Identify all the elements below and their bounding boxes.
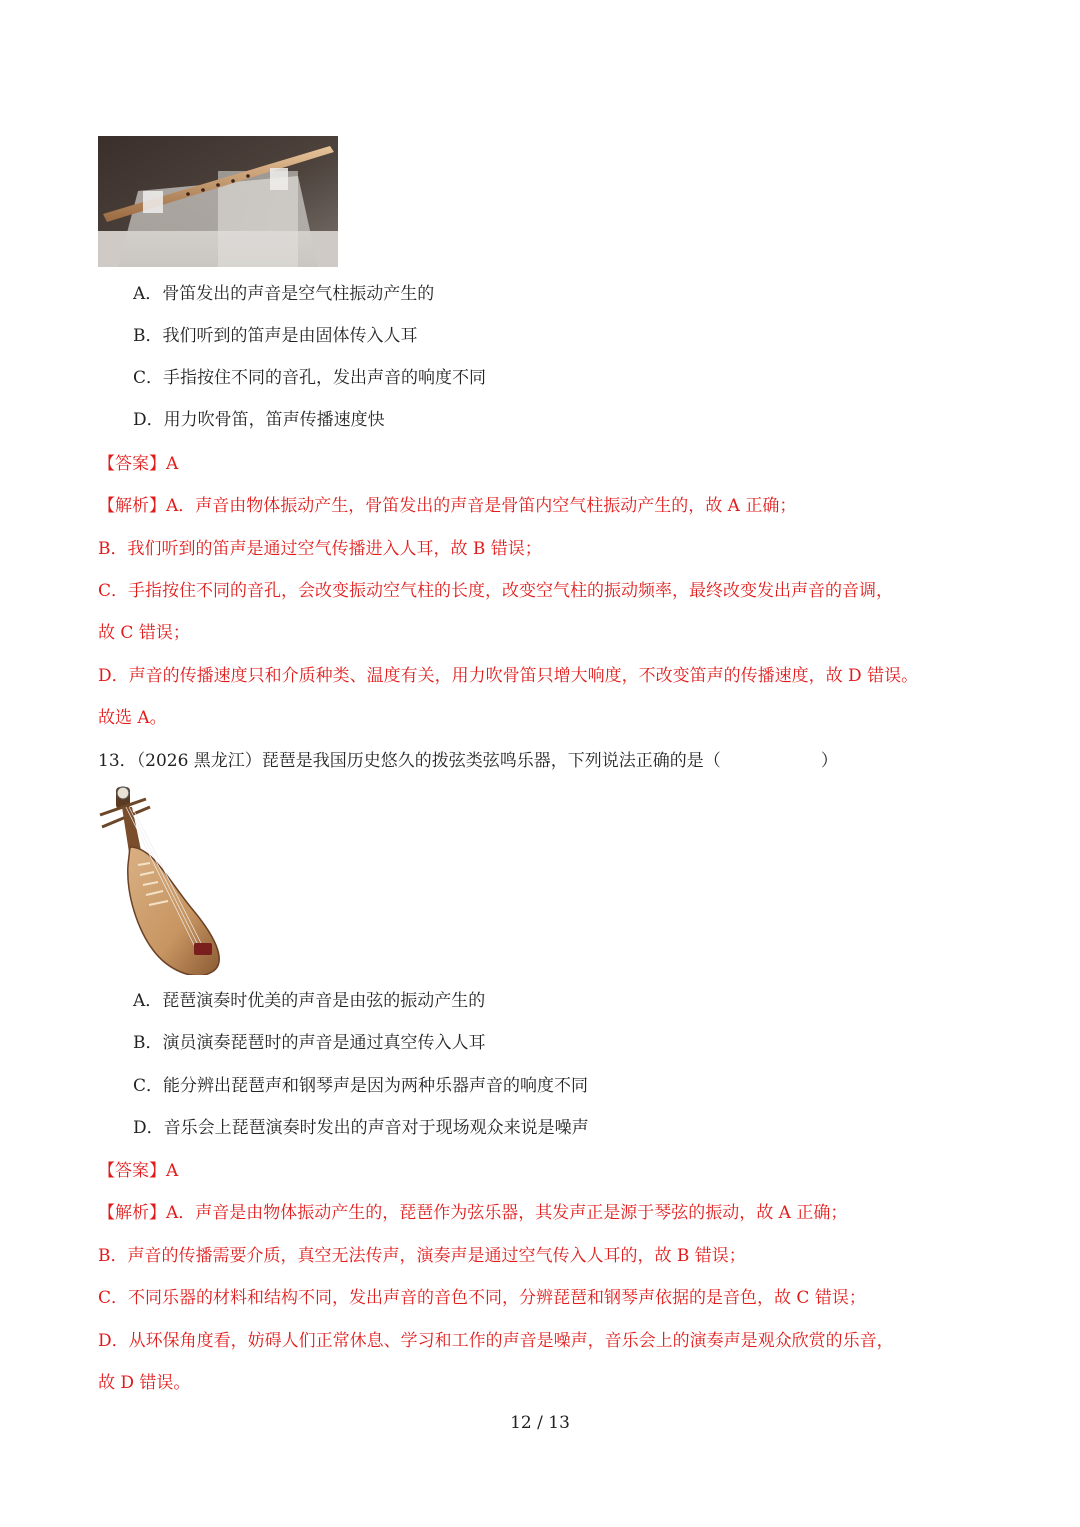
q12-answer xyxy=(98,452,178,476)
q13-analysis-line: D．从环保角度看，妨碍人们正常休息、学习和工作的声音是噪声，音乐会上的演奏声是观众欣赏的乐音， xyxy=(98,1331,894,1351)
analysis-text: A．声音是由物体振动产生的，琵琶作为弦乐器，其发声正是源于琴弦的振动，故 A 正确； xyxy=(166,1203,848,1223)
analysis-label: 【解析】 xyxy=(98,496,166,516)
q13-analysis-line xyxy=(98,1201,847,1225)
q13-stem-text: 13．（2026 黑龙江）琵琶是我国历史悠久的拨弦类弦鸣乐器，下列说法正确的是（ xyxy=(98,751,721,771)
q12-option-a: A．骨笛发出的声音是空气柱振动产生的 xyxy=(133,284,435,304)
q13-stem xyxy=(98,749,838,773)
answer-label: 【答案】 xyxy=(98,1161,166,1181)
bone-flute-image xyxy=(98,136,338,267)
q12-analysis-line: C．手指按住不同的音孔，会改变振动空气柱的长度，改变空气柱的振动频率，最终改变发出声音的音调， xyxy=(98,581,894,601)
q13-analysis-line: 故 D 错误。 xyxy=(98,1373,191,1393)
q12-analysis-line: B．我们听到的笛声是通过空气传播进入人耳，故 B 错误； xyxy=(98,539,542,559)
q13-option-a: A．琵琶演奏时优美的声音是由弦的振动产生的 xyxy=(133,991,486,1011)
page-number: 12 / 13 xyxy=(510,1413,570,1433)
q12-analysis-line: 故 C 错误； xyxy=(98,623,190,643)
q12-analysis-line xyxy=(98,494,796,518)
q13-analysis-line: C．不同乐器的材料和结构不同，发出声音的音色不同，分辨琵琶和钢琴声依据的是音色，故 C 错误； xyxy=(98,1288,866,1308)
q13-option-b: B．演员演奏琵琶时的声音是通过真空传入人耳 xyxy=(133,1033,486,1053)
pipa-image xyxy=(98,785,228,975)
q12-analysis-line: 故选 A。 xyxy=(98,708,167,728)
q12-option-b: B．我们听到的笛声是由固体传入人耳 xyxy=(133,326,418,346)
answer-label: 【答案】 xyxy=(98,454,166,474)
q13-option-c: C．能分辨出琵琶声和钢琴声是因为两种乐器声音的响度不同 xyxy=(133,1076,589,1096)
q13-option-d: D．音乐会上琵琶演奏时发出的声音对于现场观众来说是噪声 xyxy=(133,1118,589,1138)
analysis-text: A．声音由物体振动产生，骨笛发出的声音是骨笛内空气柱振动产生的，故 A 正确； xyxy=(166,496,797,516)
q12-option-d: D．用力吹骨笛，笛声传播速度快 xyxy=(133,410,385,430)
q13-stem-close: ） xyxy=(820,751,838,771)
q12-analysis-line: D．声音的传播速度只和介质种类、温度有关，用力吹骨笛只增大响度，不改变笛声的传播速度，故 D 错误。 xyxy=(98,666,919,686)
q13-analysis-line: B．声音的传播需要介质，真空无法传声，演奏声是通过空气传入人耳的，故 B 错误； xyxy=(98,1246,746,1266)
q12-option-c: C．手指按住不同的音孔，发出声音的响度不同 xyxy=(133,368,487,388)
answer-value: A xyxy=(166,1161,179,1181)
analysis-label: 【解析】 xyxy=(98,1203,166,1223)
q13-answer xyxy=(98,1159,178,1183)
answer-value: A xyxy=(166,454,179,474)
